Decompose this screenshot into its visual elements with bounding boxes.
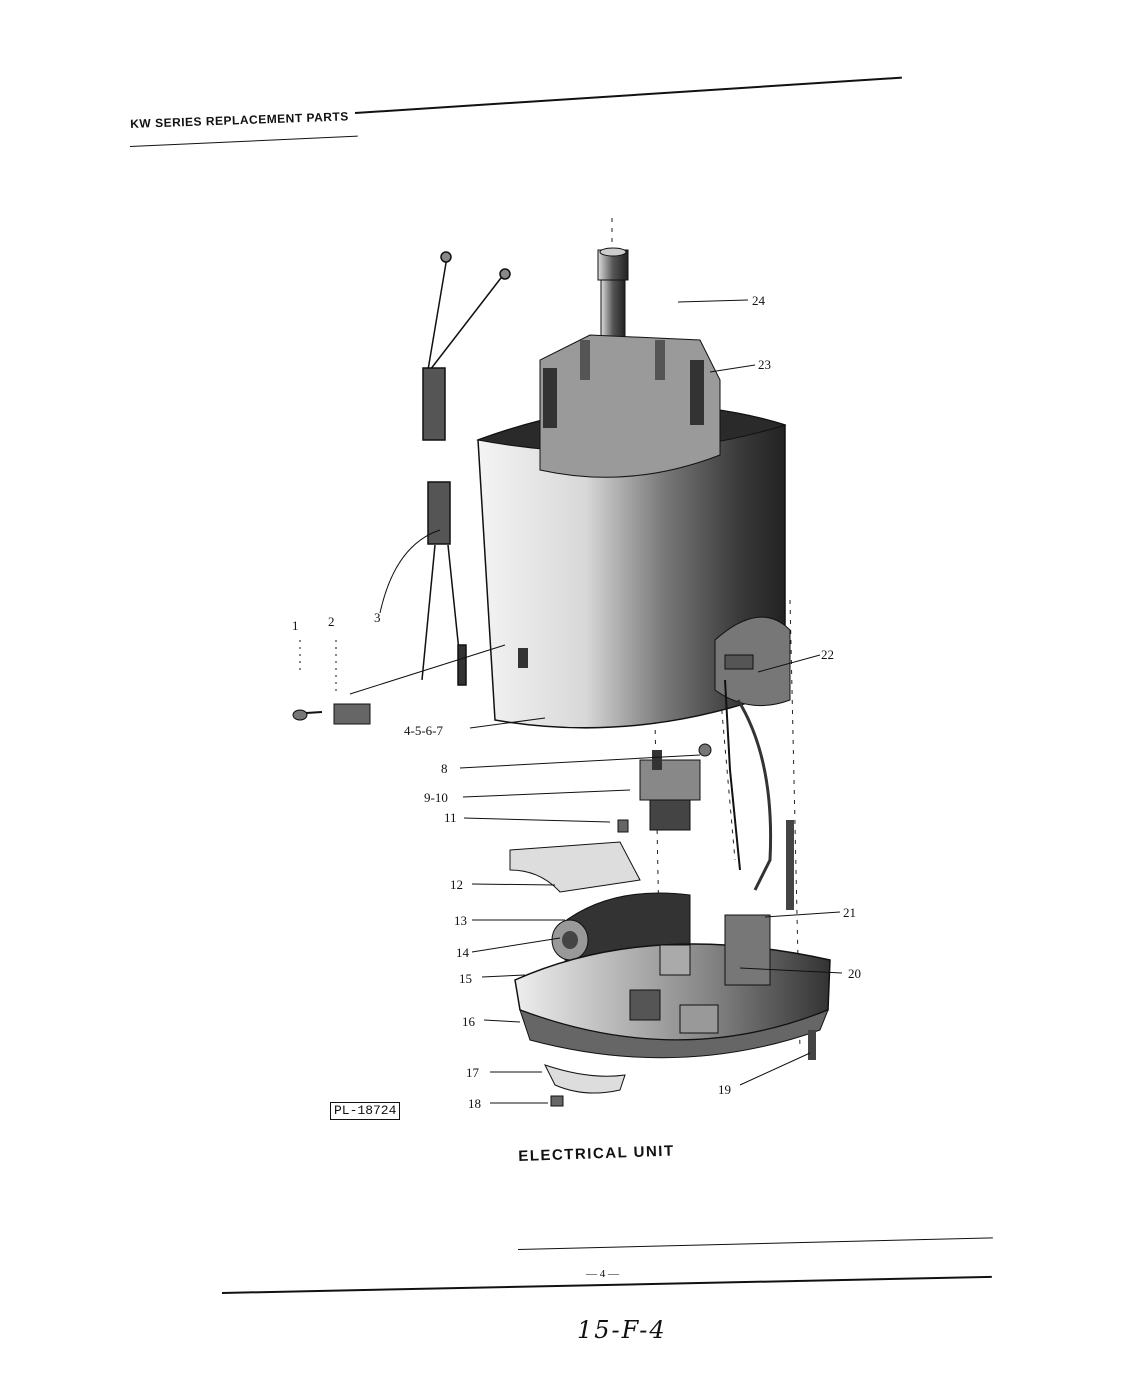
callout-12: 12 bbox=[450, 877, 463, 892]
callout-20: 20 bbox=[848, 966, 861, 981]
callout-8: 8 bbox=[441, 761, 448, 776]
brush-holder-parts bbox=[293, 640, 370, 724]
callout-24: 24 bbox=[752, 293, 765, 308]
callout-3: 3 bbox=[374, 610, 381, 625]
plate-identifier: PL-18724 bbox=[330, 1102, 400, 1120]
callout-13: 13 bbox=[454, 913, 467, 928]
callout-1: 1 bbox=[292, 618, 299, 633]
callout-18: 18 bbox=[468, 1096, 481, 1111]
callout-15: 15 bbox=[459, 971, 472, 986]
callout-21: 21 bbox=[843, 905, 856, 920]
figure-caption: ELECTRICAL UNIT bbox=[518, 1142, 675, 1165]
callout-19: 19 bbox=[718, 1082, 731, 1097]
callout-14: 14 bbox=[456, 945, 469, 960]
callout-16: 16 bbox=[462, 1014, 475, 1029]
handwritten-note: 15-F-4 bbox=[577, 1316, 667, 1344]
callout-9-10: 9-10 bbox=[424, 790, 448, 805]
callout-4-5-6-7: 4-5-6-7 bbox=[404, 723, 443, 738]
page-number: — 4 — bbox=[586, 1268, 619, 1280]
callout-22: 22 bbox=[821, 647, 834, 662]
callout-2: 2 bbox=[328, 614, 335, 629]
page-header-title: KW SERIES REPLACEMENT PARTS bbox=[130, 109, 349, 131]
callout-11: 11 bbox=[444, 810, 457, 825]
callout-17: 17 bbox=[466, 1065, 479, 1080]
callout-23: 23 bbox=[758, 357, 771, 372]
